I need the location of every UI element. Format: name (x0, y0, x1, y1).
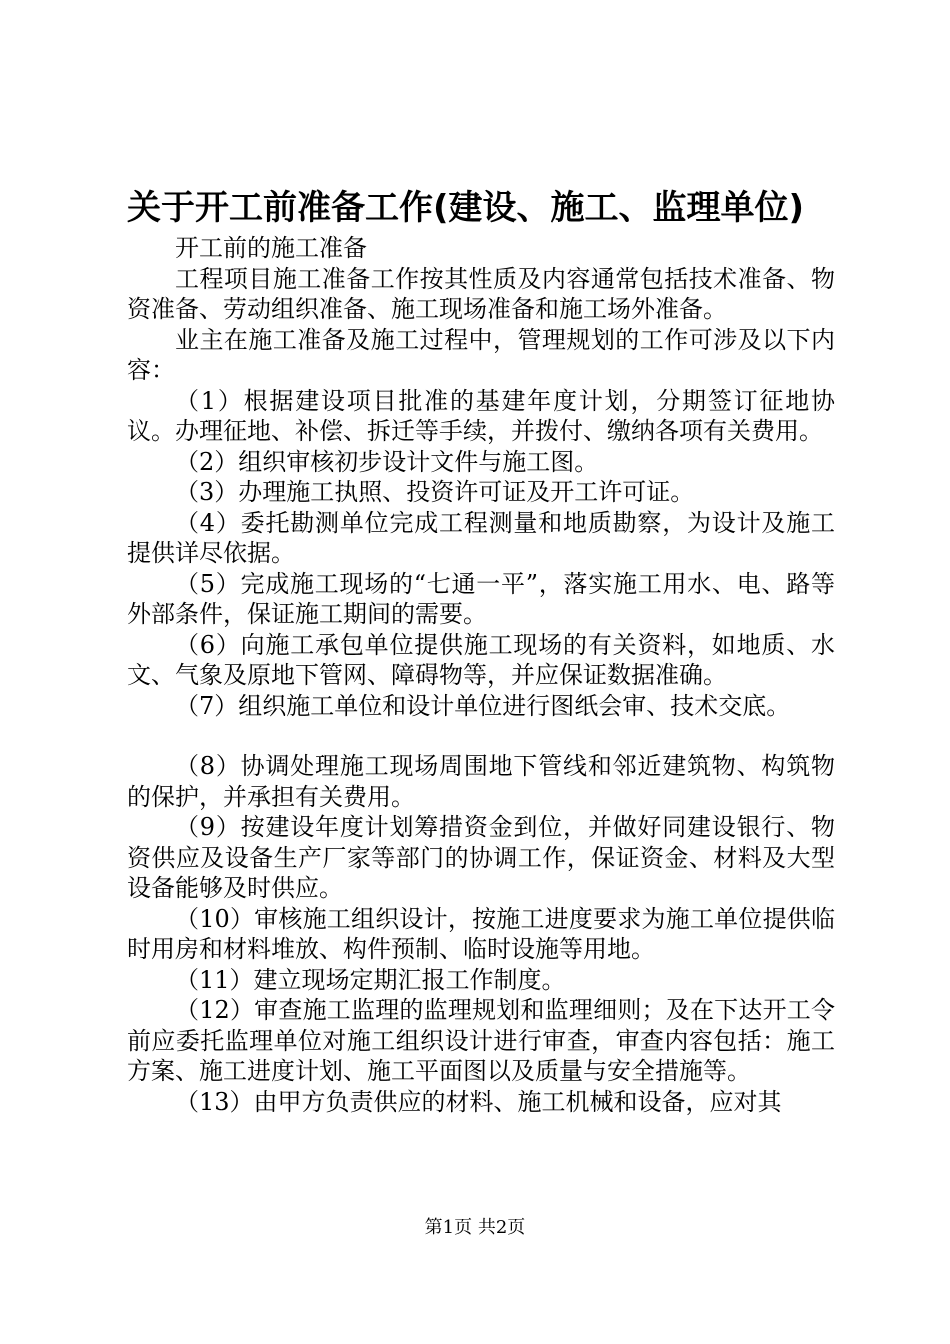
list-item: （2）组织审核初步设计文件与施工图。 (175, 447, 599, 476)
list-item: （1）根据建设项目批准的基建年度计划，分期签订征地协议。办理征地、补偿、拆迁等手续，并拨付、缴纳各项有关费用。 (127, 386, 835, 445)
list-item: （3）办理施工执照、投资许可证及开工许可证。 (175, 478, 695, 506)
list-item: （12）审查施工监理的监理规划和监理细则；及在下达开工令前应委托监理单位对施工组织设计进行审查，审查内容包括：施工方案、施工进度计划、施工平面图以及质量与安全措施等。 (127, 996, 835, 1085)
document-body (127, 233, 835, 1117)
document-title: 关于开工前准备工作(建设、施工、监理单位) (127, 188, 805, 228)
paragraph-heading: 开工前的施工准备 (175, 234, 367, 262)
list-item: （7）组织施工单位和设计单位进行图纸会审、技术交底。 (175, 691, 791, 720)
list-item: （8）协调处理施工现场周围地下管线和邻近建筑物、构筑物的保护，并承担有关费用。 (127, 752, 835, 811)
paragraph: 工程项目施工准备工作按其性质及内容通常包括技术准备、物资准备、劳动组织准备、施工现场准备和施工场外准备。 (127, 264, 835, 323)
list-item: （5）完成施工现场的“七通一平”，落实施工用水、电、路等外部条件，保证施工期间的需要。 (127, 569, 835, 628)
list-item: （10）审核施工组织设计，按施工进度要求为施工单位提供临时用房和材料堆放、构件预制、临时设施等用地。 (127, 904, 835, 963)
paragraph: 业主在施工准备及施工过程中，管理规划的工作可涉及以下内容： (127, 325, 835, 384)
page-footer: 第1页 共2页 (424, 1217, 526, 1238)
list-item: （6）向施工承包单位提供施工现场的有关资料，如地质、水文、气象及原地下管网、障碍物等，并应保证数据准确。 (127, 630, 835, 689)
list-item: （4）委托勘测单位完成工程测量和地质勘察，为设计及施工提供详尽依据。 (127, 508, 835, 567)
list-item: （11）建立现场定期汇报工作制度。 (175, 965, 566, 994)
list-item: （13）由甲方负责供应的材料、施工机械和设备，应对其 (175, 1087, 782, 1116)
list-item: （9）按建设年度计划筹措资金到位，并做好同建设银行、物资供应及设备生产厂家等部门的协调工作，保证资金、材料及大型设备能够及时供应。 (127, 813, 835, 902)
